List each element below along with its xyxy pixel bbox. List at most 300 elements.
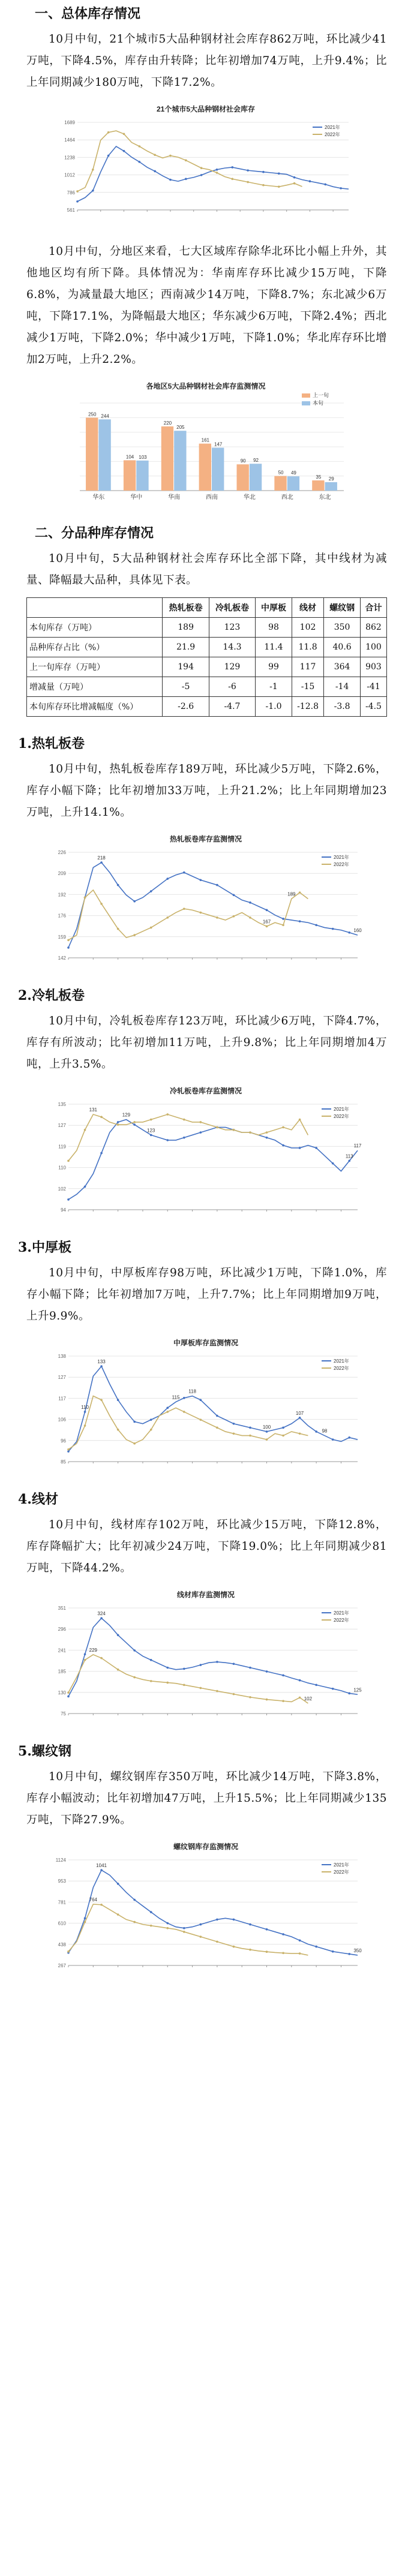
data-point	[265, 1670, 268, 1673]
data-label: 350	[353, 1947, 362, 1953]
data-point	[216, 1690, 218, 1693]
data-point	[149, 1429, 152, 1431]
data-label: 229	[89, 1647, 97, 1653]
table-cell: 99	[256, 657, 292, 677]
series-line-2022	[68, 1114, 308, 1161]
y-tick-label: 610	[58, 1920, 66, 1926]
table-cell: 102	[292, 618, 323, 638]
data-point	[265, 1950, 268, 1953]
section1-title: 一、总体库存情况	[35, 6, 141, 22]
data-point	[249, 1131, 251, 1134]
data-point	[216, 1919, 218, 1921]
bar	[287, 476, 299, 491]
y-tick-label: 351	[58, 1606, 66, 1611]
data-point	[83, 1921, 86, 1923]
table-cell: -6	[209, 677, 255, 697]
table-cell: 40.6	[324, 638, 361, 657]
data-point	[199, 1664, 202, 1666]
category-label: 西南	[205, 494, 218, 501]
data-point	[166, 1407, 169, 1409]
data-point	[282, 924, 284, 927]
data-point	[166, 1922, 169, 1925]
data-point	[166, 1927, 169, 1929]
data-point	[277, 172, 280, 175]
bar-value-label: 35	[315, 474, 321, 480]
table-cell: -15	[292, 677, 323, 697]
data-point	[166, 1113, 169, 1116]
data-point	[232, 1663, 235, 1665]
item-text: 10月中旬，螺纹钢库存350万吨，环比减少14万吨，下降3.8%，库存小幅波动；比年初增加47万吨，上升15.5%；比上年同期减少135万吨，下降27.9%。	[26, 1771, 387, 1826]
chart-svg	[47, 1084, 365, 1228]
data-point	[133, 1421, 136, 1423]
y-tick-label: 117	[58, 1396, 66, 1402]
data-point	[348, 1693, 350, 1695]
data-point	[100, 1904, 103, 1906]
y-tick-label: 142	[58, 955, 66, 961]
data-point	[83, 1129, 86, 1131]
table-cell: 98	[256, 618, 292, 638]
data-label: 117	[353, 1143, 361, 1149]
data-point	[298, 1940, 301, 1942]
data-point	[249, 1949, 251, 1951]
item-text: 10月中旬，冷轧板卷库存123万吨，环比减少6万吨，下降4.7%，库存有所波动；比年初增加11万吨，上升9.8%；比上年同期增加4万吨，上升3.5%。	[26, 1015, 387, 1071]
data-point	[67, 1950, 70, 1953]
data-point	[200, 174, 202, 176]
data-point	[67, 1198, 70, 1201]
data-point	[133, 1899, 136, 1901]
category-label: 华南	[167, 494, 180, 501]
bar	[212, 447, 224, 491]
data-point	[199, 1687, 202, 1690]
table-header-cell: 线材	[292, 598, 323, 618]
row-label: 增减量（万吨）	[27, 677, 163, 697]
data-point	[298, 1679, 301, 1682]
legend-label: 上一旬	[312, 392, 329, 398]
table-cell: 862	[360, 618, 386, 638]
data-point	[315, 1147, 317, 1149]
data-point	[149, 1911, 152, 1913]
data-point	[232, 1129, 235, 1131]
y-tick-label: 1238	[64, 155, 75, 161]
data-point	[116, 1399, 119, 1401]
series-line-2021	[68, 1120, 358, 1200]
chart-svg	[47, 1336, 365, 1480]
table-header-cell: 热轧板卷	[163, 598, 209, 618]
item-title: 2.冷轧板卷	[18, 988, 85, 1003]
y-tick-label: 138	[58, 1354, 66, 1359]
bar	[86, 417, 98, 491]
table-row	[27, 657, 387, 677]
data-point	[169, 155, 172, 157]
data-point	[183, 871, 185, 874]
y-tick-label: 94	[60, 1207, 66, 1213]
data-point	[183, 1927, 185, 1929]
data-point	[249, 1696, 251, 1699]
legend-label: 2022年	[333, 1366, 349, 1371]
data-point	[199, 879, 202, 881]
data-point	[149, 1119, 152, 1121]
data-point	[83, 1424, 86, 1427]
data-point	[232, 1946, 235, 1948]
y-tick-label: 110	[58, 1165, 66, 1171]
data-point	[331, 1162, 334, 1165]
row-label: 本旬库存（万吨）	[27, 618, 163, 638]
data-point	[348, 931, 350, 934]
data-point	[231, 178, 233, 181]
data-label: 324	[97, 1611, 106, 1617]
data-point	[232, 915, 235, 918]
data-point	[169, 179, 172, 181]
data-point	[166, 877, 169, 880]
data-point	[67, 1160, 70, 1162]
data-point	[249, 1923, 251, 1926]
data-label: 167	[262, 919, 271, 925]
data-label: 107	[295, 1410, 304, 1416]
item-cold-rolled	[0, 987, 411, 1228]
category-label: 华中	[130, 494, 142, 501]
data-point	[331, 1950, 334, 1953]
bar-value-label: 205	[176, 425, 185, 431]
data-label: 764	[89, 1896, 97, 1902]
table-header-cell: 中厚板	[256, 598, 292, 618]
data-point	[199, 1399, 202, 1401]
y-tick-label: 176	[58, 913, 66, 919]
table-row	[27, 697, 387, 717]
data-point	[183, 907, 185, 910]
data-point	[199, 1131, 202, 1134]
data-point	[116, 1429, 119, 1431]
y-tick-label: 127	[58, 1375, 66, 1381]
table-cell: 117	[292, 657, 323, 677]
data-point	[265, 909, 268, 912]
table-cell: -1	[256, 677, 292, 697]
data-point	[247, 169, 249, 172]
bar-value-label: 50	[278, 470, 283, 476]
data-point	[149, 1659, 152, 1661]
bar	[123, 460, 135, 491]
data-point	[308, 180, 311, 182]
legend-label: 本旬	[312, 400, 323, 406]
data-point	[100, 1365, 103, 1367]
data-point	[215, 172, 218, 174]
chart-title: 线材库存监测情况	[176, 1591, 235, 1599]
data-point	[138, 161, 140, 163]
table-cell: -3.8	[324, 697, 361, 717]
y-tick-label: 561	[67, 208, 75, 213]
data-point	[216, 1415, 218, 1417]
data-point	[277, 185, 280, 188]
bar	[174, 431, 186, 491]
y-tick-label: 953	[58, 1878, 66, 1884]
table-cell: 350	[324, 618, 361, 638]
data-point	[92, 169, 94, 171]
legend-swatch	[302, 401, 310, 405]
data-point	[149, 1418, 152, 1421]
bar	[136, 461, 148, 491]
data-label: 1041	[95, 1863, 107, 1869]
data-label: 131	[89, 1107, 97, 1113]
data-point	[249, 916, 251, 919]
legend-label: 2021年	[324, 125, 340, 130]
plate-chart	[47, 1336, 365, 1480]
table-cell: 11.8	[292, 638, 323, 657]
y-tick-label: 1124	[55, 1857, 66, 1863]
data-point	[265, 1699, 268, 1701]
chart-svg	[56, 102, 356, 228]
data-point	[340, 187, 342, 190]
chart-svg	[47, 1839, 365, 1983]
legend-swatch	[302, 393, 310, 398]
chart-svg	[47, 1588, 365, 1732]
data-label: 110	[80, 1404, 89, 1410]
data-point	[185, 159, 187, 161]
data-point	[265, 1928, 268, 1931]
data-point	[67, 1691, 70, 1694]
data-point	[116, 1883, 119, 1885]
category-label: 华北	[243, 494, 256, 501]
table-cell: 364	[324, 657, 361, 677]
wire-rod-chart	[47, 1588, 365, 1732]
data-point	[315, 1946, 317, 1948]
data-point	[133, 1676, 136, 1679]
bar	[325, 482, 337, 491]
data-point	[138, 145, 140, 148]
bar	[274, 476, 286, 491]
item-title: 4.线材	[18, 1492, 58, 1507]
data-point	[200, 167, 202, 169]
table-cell: 14.3	[209, 638, 255, 657]
data-point	[262, 171, 265, 173]
data-point	[215, 169, 218, 171]
item-title: 5.螺纹钢	[18, 1744, 71, 1759]
data-point	[232, 894, 235, 897]
y-tick-label: 226	[58, 850, 66, 855]
y-tick-label: 781	[58, 1899, 66, 1905]
y-tick-label: 438	[58, 1941, 66, 1947]
data-point	[100, 1617, 103, 1619]
rebar-chart	[47, 1839, 365, 1983]
table-cell: -2.6	[163, 697, 209, 717]
data-label: 129	[122, 1112, 130, 1118]
y-tick-label: 1012	[64, 172, 75, 178]
legend-label: 2021年	[333, 855, 349, 860]
data-point	[247, 181, 249, 184]
item-wire-rod	[0, 1490, 411, 1732]
bar-value-label: 29	[328, 476, 334, 482]
chart-title: 冷轧板卷库存监测情况	[169, 1087, 242, 1095]
data-point	[166, 1682, 169, 1684]
legend-label: 2022年	[333, 1114, 349, 1119]
cold-rolled-chart	[47, 1084, 365, 1228]
data-point	[183, 1931, 185, 1933]
data-point	[100, 861, 103, 864]
data-point	[149, 927, 152, 929]
data-point	[67, 1696, 70, 1698]
y-tick-label: 102	[58, 1186, 66, 1192]
data-point	[331, 1688, 334, 1690]
data-point	[265, 1430, 268, 1433]
data-point	[166, 1667, 169, 1669]
item-text: 10月中旬，线材库存102万吨，环比减少15万吨，下降12.8%，库存降幅扩大；比年初减少24万吨，下降19.0%；比上年同期减少81万吨，下降44.2%。	[26, 1519, 387, 1574]
data-label: 98	[321, 1428, 327, 1434]
data-point	[100, 1869, 103, 1871]
data-point	[133, 1442, 136, 1445]
data-point	[83, 1411, 86, 1413]
data-point	[282, 1933, 284, 1935]
data-point	[92, 190, 94, 192]
data-point	[116, 1121, 119, 1123]
section2-title: 二、分品种库存情况	[35, 525, 154, 541]
data-label: 125	[353, 1687, 362, 1693]
data-point	[183, 1137, 185, 1139]
table-header-cell: 合计	[360, 598, 386, 618]
data-point	[331, 928, 334, 930]
series-line-2021	[68, 862, 358, 948]
data-point	[83, 1186, 86, 1188]
series-line-2022	[68, 890, 308, 940]
data-point	[298, 1119, 301, 1121]
table-cell: 11.4	[256, 638, 292, 657]
data-point	[348, 1436, 350, 1439]
bar	[312, 480, 324, 491]
data-point	[282, 1674, 284, 1676]
y-tick-label: 267	[58, 1963, 66, 1968]
series-line-2021	[68, 1366, 358, 1451]
legend-label: 2021年	[333, 1862, 349, 1868]
data-point	[298, 1432, 301, 1435]
chart-title: 螺纹钢库存监测情况	[173, 1842, 238, 1851]
data-point	[166, 1411, 169, 1413]
data-point	[107, 131, 109, 134]
bar-value-label: 103	[138, 454, 147, 460]
data-point	[348, 1953, 350, 1955]
bar-value-label: 90	[240, 458, 246, 464]
hot-rolled-chart	[47, 832, 365, 976]
data-point	[100, 1399, 103, 1401]
data-point	[185, 178, 187, 181]
data-point	[67, 1450, 70, 1453]
legend-label: 2021年	[333, 1107, 349, 1112]
data-point	[293, 182, 295, 185]
data-point	[315, 924, 317, 927]
data-point	[282, 1144, 284, 1147]
data-point	[232, 1919, 235, 1921]
data-point	[183, 1397, 185, 1399]
data-point	[149, 890, 152, 892]
series-line-2022	[68, 1904, 308, 1955]
chart-title: 21个城市5大品种钢材社会库存	[156, 105, 255, 113]
table-cell: 903	[360, 657, 386, 677]
data-point	[107, 155, 109, 157]
y-tick-label: 130	[58, 1690, 66, 1696]
data-point	[249, 1667, 251, 1669]
data-point	[149, 1925, 152, 1927]
series-line-2021	[68, 1870, 358, 1955]
data-point	[116, 1634, 119, 1636]
table-header-cell	[27, 598, 163, 618]
table-header-row	[27, 598, 387, 618]
chart-title: 热轧板卷库存监测情况	[169, 835, 242, 843]
data-point	[133, 1921, 136, 1923]
data-point	[183, 1668, 185, 1670]
data-point	[166, 916, 169, 919]
data-point	[100, 1152, 103, 1155]
data-point	[265, 925, 268, 928]
data-point	[154, 154, 156, 156]
data-point	[149, 1680, 152, 1682]
chart-title: 中厚板库存监测情况	[173, 1339, 238, 1347]
section2-paragraph1: 10月中旬，5大品种钢材社会库存环比全部下降，其中线材为减量、降幅最大品种，具体见下表。	[26, 552, 387, 587]
data-point	[216, 1941, 218, 1943]
item-title: 3.中厚板	[18, 1240, 71, 1255]
table-cell: 123	[209, 618, 255, 638]
data-label: 102	[304, 1696, 312, 1702]
data-point	[83, 1917, 86, 1920]
data-label: 123	[146, 1128, 155, 1134]
y-tick-label: 75	[60, 1711, 66, 1717]
series-line-2021	[68, 1618, 358, 1696]
data-point	[282, 918, 284, 920]
data-point	[83, 1659, 86, 1661]
category-label: 华东	[92, 494, 104, 501]
data-point	[232, 1693, 235, 1696]
data-point	[298, 1952, 301, 1955]
y-tick-label: 241	[58, 1648, 66, 1654]
y-tick-label: 209	[58, 871, 66, 877]
bar-value-label: 244	[100, 413, 109, 419]
table-cell: 129	[209, 657, 255, 677]
data-point	[265, 1438, 268, 1441]
data-point	[282, 1427, 284, 1429]
legend-label: 2021年	[333, 1610, 349, 1616]
data-point	[293, 176, 295, 179]
data-point	[122, 133, 125, 136]
table-cell: 189	[163, 618, 209, 638]
item-title: 1.热轧板卷	[18, 736, 85, 752]
data-label: 115	[172, 1394, 179, 1400]
data-point	[331, 1438, 334, 1441]
series-line-2022	[68, 1396, 308, 1450]
data-point	[282, 1126, 284, 1129]
section1-paragraph2: 10月中旬，分地区来看，七大区域库存除华北环比小幅上升外，其他地区均有所下降。具体情况为：华南库存环比减少15万吨，下降6.8%，为减量最大地区；西南减少14万吨，下降8.7%；东北减少6万吨，下降17.1%，为降幅最大地区；华东减少6万吨，下降2.4%；西北减少1万吨，下降2.0%；华中减少1万吨，下降1.0%；华北库存环比增加2万吨，上升2.2%。	[26, 245, 387, 366]
chart-svg	[47, 832, 365, 976]
data-point	[298, 891, 301, 894]
y-tick-label: 127	[58, 1123, 66, 1129]
data-point	[324, 184, 326, 186]
data-label: 218	[97, 855, 106, 861]
data-point	[116, 884, 119, 886]
data-point	[76, 200, 79, 203]
table-cell: -4.5	[360, 697, 386, 717]
data-point	[231, 166, 233, 169]
table-cell: 100	[360, 638, 386, 657]
data-label: 118	[188, 1388, 196, 1394]
y-tick-label: 1689	[64, 120, 75, 125]
y-tick-label: 192	[58, 892, 66, 898]
item-rebar	[0, 1742, 411, 1983]
data-point	[183, 1119, 185, 1121]
legend-label: 2022年	[333, 1618, 349, 1623]
table-header-cell: 螺纹钢	[324, 598, 361, 618]
data-point	[116, 1669, 119, 1671]
data-point	[83, 897, 86, 899]
data-point	[199, 1418, 202, 1421]
series-line-2021	[77, 146, 349, 202]
data-point	[116, 1913, 119, 1916]
data-point	[100, 903, 103, 905]
data-point	[298, 1417, 301, 1419]
y-tick-label: 106	[58, 1417, 66, 1423]
